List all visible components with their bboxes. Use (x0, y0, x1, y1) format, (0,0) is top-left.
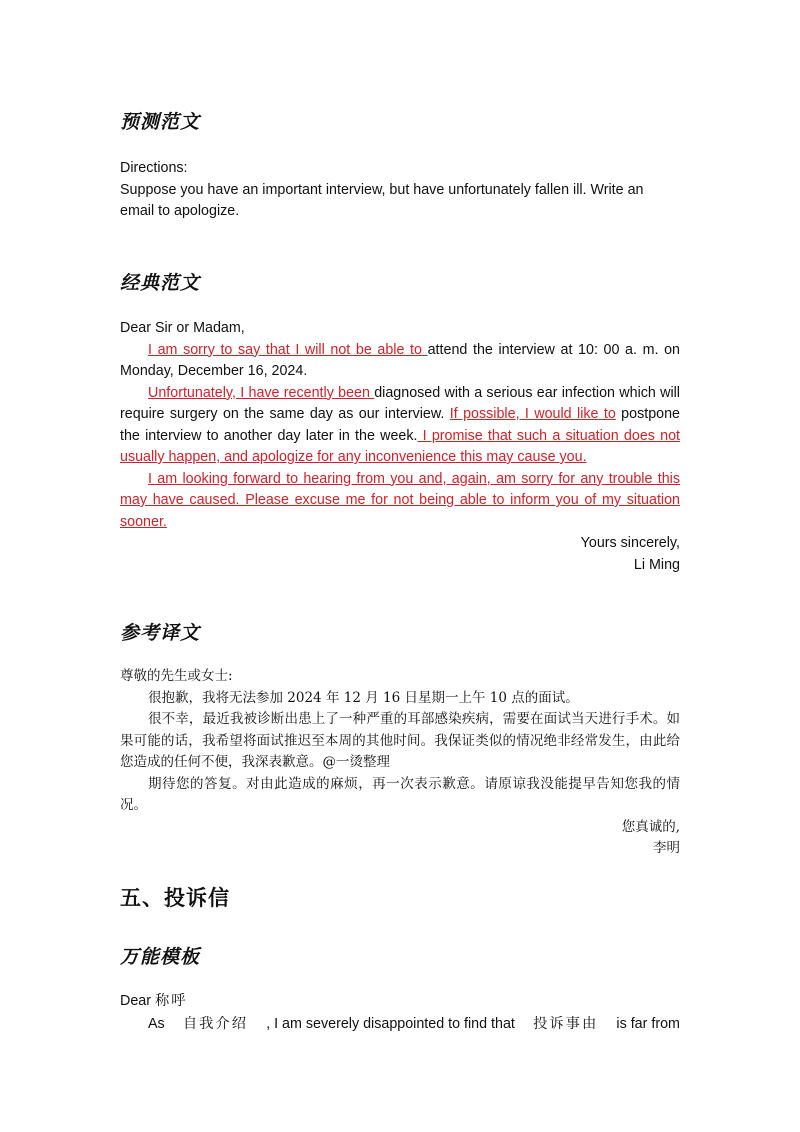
section-title-complaint: 五、投诉信 (120, 886, 230, 910)
section-title-template: 万能模板 (120, 946, 201, 968)
letter-paragraph-2: Unfortunately, I have recently been diagnosed with a serious ear infection which will require surgery on the same day as our interview. If possible, I would like to postpone the interview to another day later in the week. I promise that such a situation does not usually happen, and apologize for any inconvenience this may cause you. (120, 384, 680, 465)
placeholder-salutation: 称呼 (154, 993, 188, 1009)
translation-signature: 李明 (653, 840, 680, 856)
highlight-phrase: I am looking forward to hearing from you and, again, am sorry for any trouble this may have caused. Please excuse me for not being able to inform you of my situation sooner. (120, 470, 680, 530)
directions-block (120, 158, 680, 223)
highlight-phrase: Unfortunately, I have recently been (148, 384, 375, 401)
letter-paragraph-1: I am sorry to say that I will not be able to attend the interview at 10: 00 a. m. on Monday, December 16, 2024. (120, 341, 680, 379)
translation-paragraph-2: 很不幸，最近我被诊断出患上了一种严重的耳部感染疾病，需要在面试当天进行手术。如果可能的话，我希望将面试推迟至本周的其他时间。我保证类似的情况绝非经常发生，由此给您造成的任何不便，我深表歉意。@一烫整理 (120, 711, 680, 770)
letter-signature: Li Ming (633, 556, 680, 573)
translation-block (120, 666, 680, 860)
translation-paragraph-1: 很抱歉，我将无法参加 2024 年 12 月 16 日星期一上午 10 点的面试。 (148, 689, 579, 706)
placeholder-complaint-reason: 投诉事由 (533, 1016, 599, 1032)
highlight-phrase: I am sorry to say that I will not be able to (148, 341, 428, 358)
highlight-phrase: If possible, I would like to (449, 406, 616, 422)
directions-label: Directions: (120, 160, 188, 176)
template-greeting: Dear 称呼 (120, 993, 188, 1009)
translation-closing: 您真诚的, (621, 818, 680, 835)
letter-closing: Yours sincerely, (580, 535, 680, 551)
letter-greeting: Dear Sir or Madam, (120, 320, 245, 336)
placeholder-self-intro: 自我介绍 (182, 1016, 249, 1032)
section-title-classic: 经典范文 (120, 272, 201, 294)
section-title-translation: 参考译文 (120, 622, 201, 644)
template-block (120, 990, 680, 1036)
translation-paragraph-3: 期待您的答复。对由此造成的麻烦，再一次表示歉意。请原谅我没能提早告知您我的情况。 (120, 775, 680, 813)
directions-text: Suppose you have an important interview, but have unfortunately fallen ill. Write an email to apologize. (120, 181, 644, 219)
highlight-phrase: I promise that such a situation does not usually happen, and apologize for any inconvenience this may cause you. (120, 427, 680, 465)
sample-letter (120, 318, 680, 576)
translation-greeting: 尊敬的先生或女士: (120, 668, 233, 684)
template-line-1: As 自我介绍 , I am severely disappointed to find that 投诉事由 is far from (120, 1013, 680, 1036)
letter-paragraph-3 (120, 469, 680, 534)
section-title-prediction: 预测范文 (120, 111, 201, 133)
